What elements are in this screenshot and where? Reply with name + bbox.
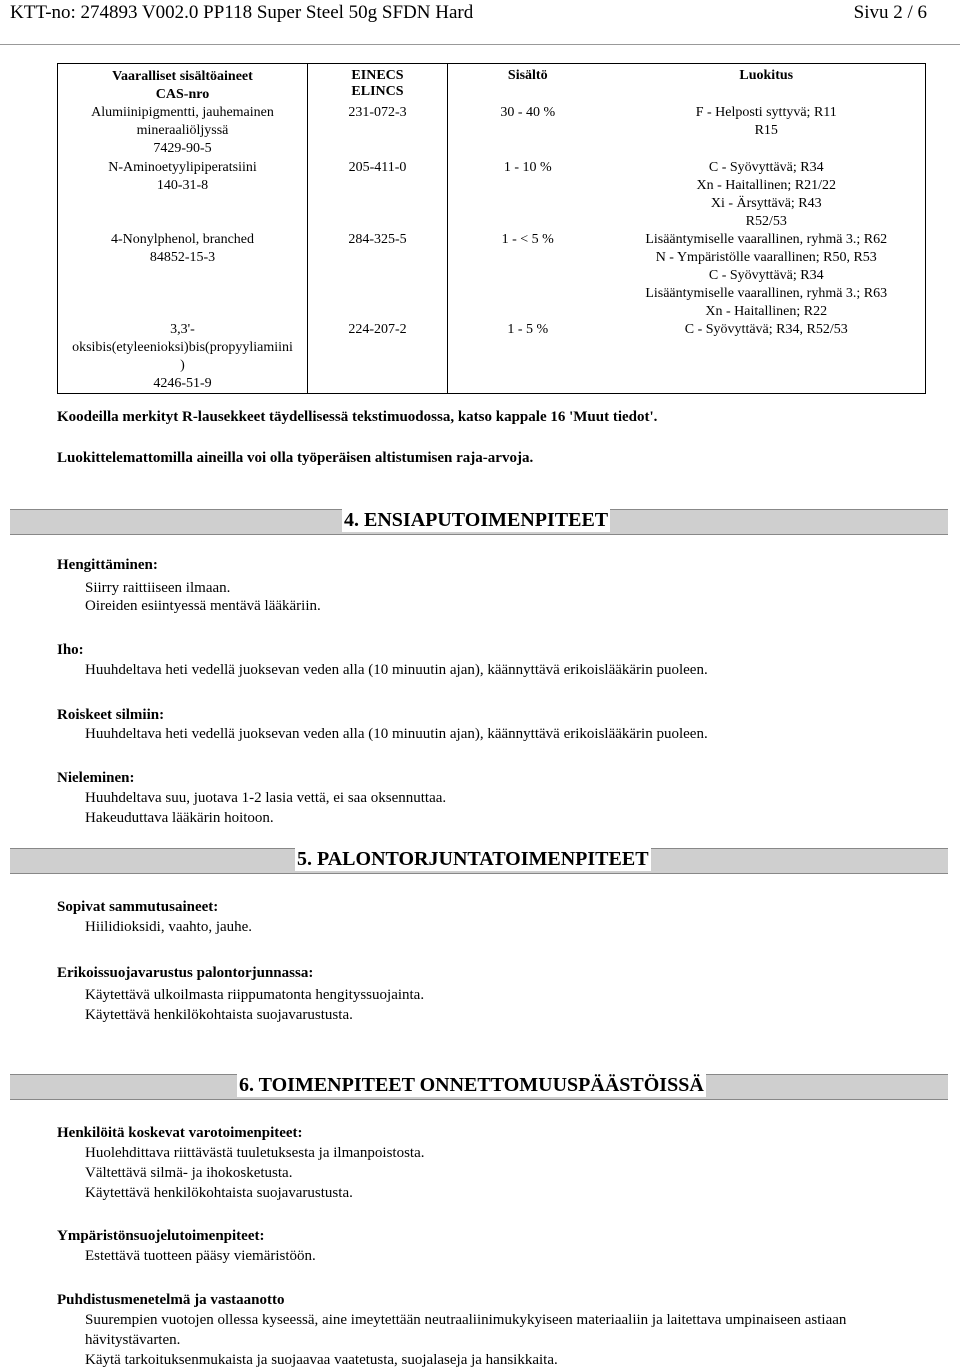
r-phrases-note: Koodeilla merkityt R-lausekkeet täydellisessä tekstimuodossa, katso kappale 16 'Muut tiedot'. [57, 409, 658, 425]
substance-name-line: N-Aminoetyylipiperatsiini [108, 160, 257, 175]
einecs-cell: 205-411-0 [308, 159, 448, 231]
class-line: R15 [754, 123, 778, 138]
header-rule [0, 44, 960, 45]
personal-precautions-line: Vältettävä silmä- ja ihokosketusta. [85, 1165, 293, 1181]
document-header-left: KTT-no: 274893 V002.0 PP118 Super Steel 50g SFDN Hard [10, 2, 474, 23]
substance-name-line: 3,3'- [170, 322, 195, 337]
cleanup-line: Suurempien vuotojen ollessa kyseessä, aine imeytettään neutraaliinimukykyiseen materiaaliin ja laitettava umpinaiseen astiaan [85, 1312, 847, 1328]
page-number: Sivu 2 / 6 [853, 2, 927, 23]
content-cell: 1 - < 5 % [501, 232, 554, 247]
personal-precautions-line: Käytettävä henkilökohtaista suojavarustusta. [85, 1185, 353, 1201]
section-6-title: 6. TOIMENPITEET ONNETTOMUUSPÄÄSTÖISSÄ [239, 1074, 704, 1096]
header-substance-cell [58, 64, 308, 105]
exposure-limits-note: Luokittelemattomilla aineilla voi olla työperäisen altistumisen raja-arvoja. [57, 450, 534, 466]
fire-equipment-line: Käytettävä ulkoilmasta riippumatonta hengityssuojainta. [85, 987, 425, 1003]
class-line: C - Syövyttävä; R34 [708, 160, 824, 175]
personal-precautions-label: Henkilöitä koskevat varotoimenpiteet: [57, 1125, 303, 1141]
cleanup-line: hävitystävarten. [85, 1332, 181, 1348]
cas-number: 7429-90-5 [153, 141, 212, 156]
einecs-cell: 284-325-5 [308, 231, 448, 321]
section-5-title: 5. PALONTORJUNTATOIMENPITEET [297, 848, 649, 870]
cleanup-line: Käytä tarkoituksenmukaista ja suojaavaa vaatetusta, suojalaseja ja hansikkaita. [85, 1352, 558, 1368]
table-header-row [58, 64, 926, 105]
ingredients-table [57, 63, 926, 394]
eyes-label: Roiskeet silmiin: [57, 707, 165, 723]
class-cell [608, 321, 926, 394]
class-line: R52/53 [745, 214, 787, 229]
substance-cell [58, 231, 308, 321]
ingestion-line: Hakeuduttava lääkärin hoitoon. [85, 810, 274, 826]
substance-name-line: 4-Nonylphenol, branched [110, 232, 255, 247]
class-line: N - Ympäristölle vaarallinen; R50, R53 [655, 250, 877, 265]
class-cell [608, 231, 926, 321]
fire-equipment-line: Käytettävä henkilökohtaista suojavarustusta. [85, 1007, 353, 1023]
einecs-cell: 224-207-2 [308, 321, 448, 394]
fire-equipment-label: Erikoissuojavarustus palontorjunnassa: [57, 965, 314, 981]
header-cas: CAS-nro [155, 87, 210, 102]
substance-name-line: mineraaliöljyssä [136, 123, 229, 138]
class-line: Xi - Ärsyttävä; R43 [710, 196, 822, 211]
cleanup-label: Puhdistusmenetelmä ja vastaanotto [57, 1292, 285, 1308]
class-line: F - Helposti syttyvä; R11 [695, 105, 837, 120]
class-line: Xn - Haitallinen; R21/22 [696, 178, 837, 193]
cas-number: 140-31-8 [156, 178, 209, 193]
content-cell: 1 - 10 % [503, 160, 552, 175]
cas-number: 4246-51-9 [153, 376, 212, 391]
inhalation-label: Hengittäminen: [57, 557, 158, 573]
header-class: Luokitus [608, 64, 926, 105]
substance-cell [58, 159, 308, 231]
class-line: Lisääntymiselle vaarallinen, ryhmä 3.; R62 [645, 232, 888, 247]
table-row [58, 321, 926, 394]
class-line: C - Syövyttävä; R34 [708, 268, 824, 283]
substance-name-line: Alumiinipigmentti, jauhemainen [91, 105, 274, 120]
einecs-cell: 231-072-3 [308, 104, 448, 159]
table-row [58, 159, 926, 231]
ingestion-label: Nieleminen: [57, 770, 135, 786]
header-content: Sisältö [448, 64, 608, 105]
inhalation-line: Siirry raittiiseen ilmaan. [85, 580, 231, 596]
section-4-title: 4. ENSIAPUTOIMENPITEET [344, 509, 609, 531]
substance-cell [58, 321, 308, 394]
class-line: Lisääntymiselle vaarallinen, ryhmä 3.; R63 [645, 286, 888, 301]
environmental-label: Ympäristönsuojelutoimenpiteet: [57, 1228, 265, 1244]
header-substance: Vaaralliset sisältöaineet [112, 69, 253, 84]
ingestion-line: Huuhdeltava suu, juotava 1-2 lasia vettä, ei saa oksennuttaa. [85, 790, 447, 806]
environmental-line: Estettävä tuotteen pääsy viemäristöön. [85, 1248, 316, 1264]
header-einecs: EINECS [351, 68, 404, 83]
substance-name-line: ) [180, 358, 185, 373]
substance-cell [58, 104, 308, 159]
content-cell: 1 - 5 % [448, 321, 608, 394]
eyes-line: Huuhdeltava heti vedellä juoksevan veden alla (10 minuutin ajan), käännyttävä erikoislääkärin puoleen. [85, 726, 708, 742]
inhalation-line: Oireiden esiintyessä mentävä lääkäriin. [85, 598, 321, 614]
class-line: C - Syövyttävä; R34, R52/53 [684, 322, 848, 337]
class-line: Xn - Haitallinen; R22 [705, 304, 828, 319]
cas-number: 84852-15-3 [149, 250, 216, 265]
skin-line: Huuhdeltava heti vedellä juoksevan veden alla (10 minuutin ajan), käännyttävä erikoislääkärin puoleen. [85, 662, 708, 678]
table-row [58, 104, 926, 159]
extinguishing-media-label: Sopivat sammutusaineet: [57, 899, 219, 915]
extinguishing-media-line: Hiilidioksidi, vaahto, jauhe. [85, 919, 253, 935]
header-elincs: ELINCS [351, 84, 404, 99]
class-cell [608, 159, 926, 231]
class-cell [608, 104, 926, 159]
table-row [58, 231, 926, 321]
skin-label: Iho: [57, 642, 84, 658]
content-cell: 30 - 40 % [500, 105, 556, 120]
personal-precautions-line: Huolehdittava riittävästä tuuletuksesta ja ilmanpoistosta. [85, 1145, 425, 1161]
substance-name-line: oksibis(etyleenioksi)bis(propyyliamiini [72, 340, 293, 355]
header-einecs-cell [308, 64, 448, 105]
